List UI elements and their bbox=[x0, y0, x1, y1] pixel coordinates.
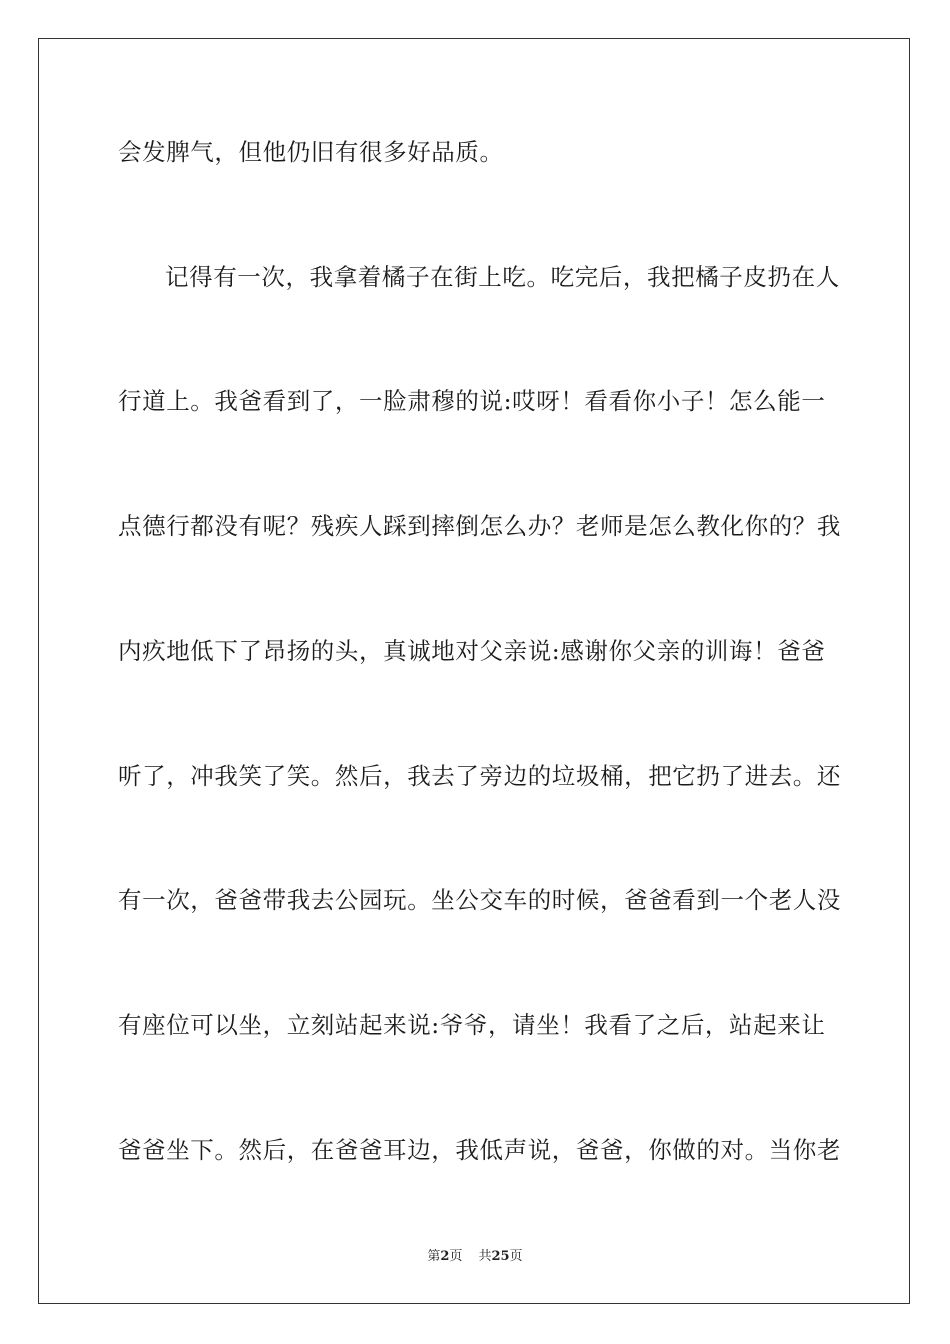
text-line: 内疚地低下了昂扬的头，真诚地对父亲说:感谢你父亲的训诲！爸爸 bbox=[118, 637, 826, 665]
page-prefix: 第 bbox=[427, 1249, 441, 1264]
text-line: 行道上。我爸看到了，一脸肃穆的说:哎呀！看看你小子！怎么能一 bbox=[118, 387, 826, 415]
paragraph-first-line: 记得有一次，我拿着橘子在街上吃。吃完后，我把橘子皮扔在人 bbox=[165, 263, 840, 291]
text-line: 点德行都没有呢？残疾人踩到摔倒怎么办？老师是怎么教化你的？我 bbox=[118, 512, 841, 540]
total-prefix: 共 bbox=[478, 1249, 492, 1264]
text-line: 爸爸坐下。然后，在爸爸耳边，我低声说，爸爸，你做的对。当你老 bbox=[118, 1136, 841, 1164]
text-line: 有一次，爸爸带我去公园玩。坐公交车的时候，爸爸看到一个老人没 bbox=[118, 886, 841, 914]
total-pages: 25 bbox=[491, 1249, 510, 1264]
text-line: 会发脾气，但他仍旧有很多好品质。 bbox=[118, 138, 504, 166]
text-line: 有座位可以坐，立刻站起来说:爷爷，请坐！我看了之后，站起来让 bbox=[118, 1011, 826, 1039]
page-suffix: 页 bbox=[449, 1249, 463, 1264]
text-line: 听了，冲我笑了笑。然后，我去了旁边的垃圾桶，把它扔了进去。还 bbox=[118, 762, 841, 790]
page-number: 2 bbox=[440, 1249, 450, 1264]
page-border bbox=[38, 38, 910, 1304]
total-suffix: 页 bbox=[509, 1249, 523, 1264]
page-footer bbox=[0, 1248, 950, 1266]
